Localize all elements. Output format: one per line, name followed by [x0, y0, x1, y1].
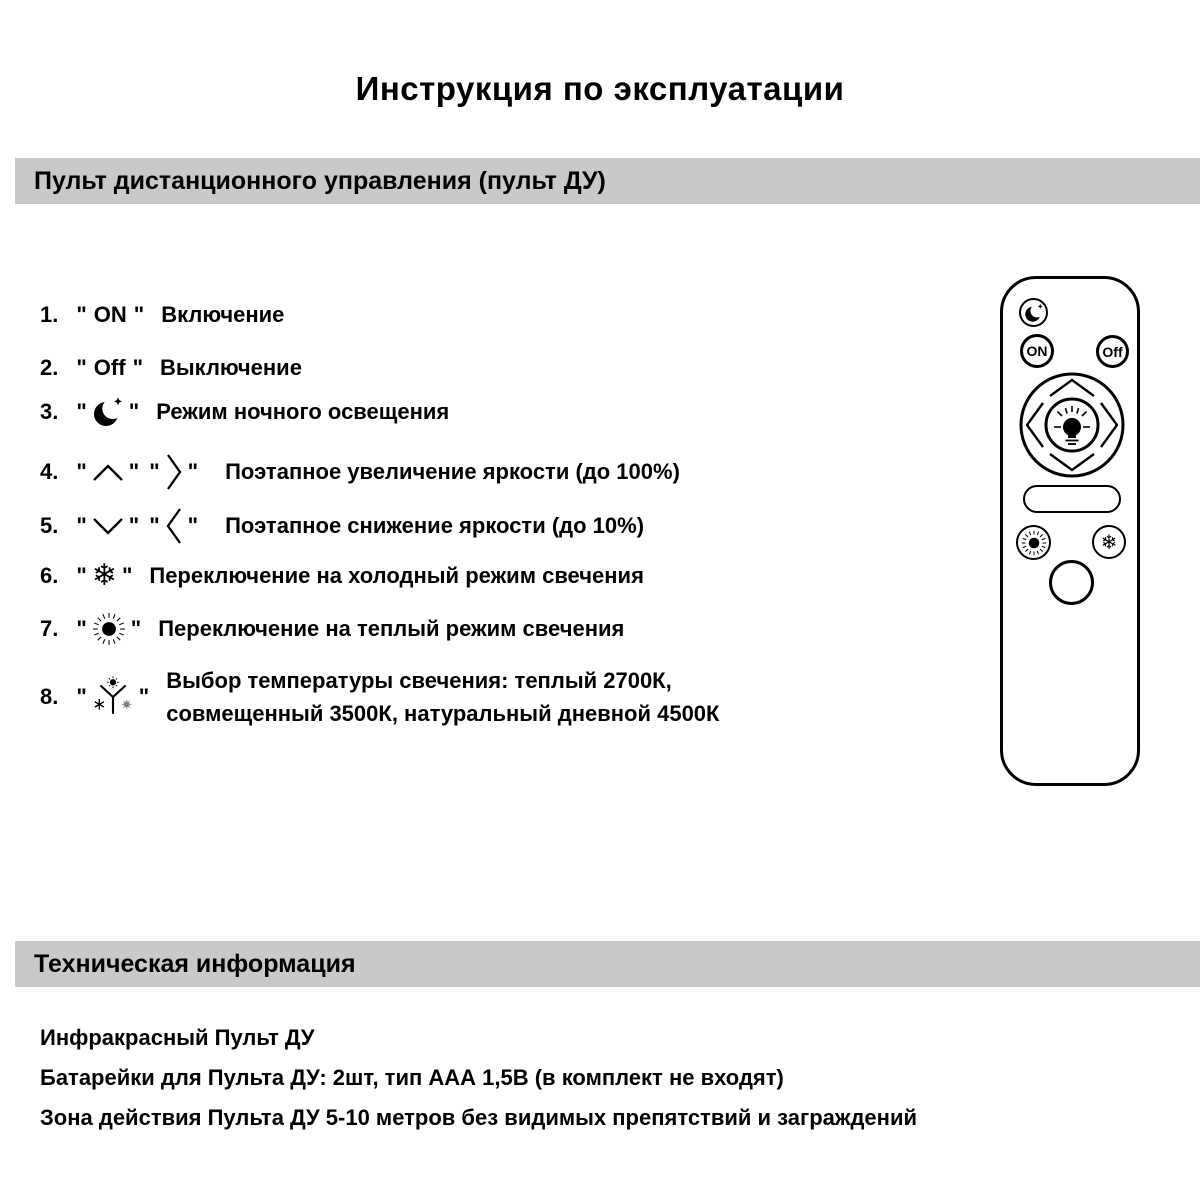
dpad-brightness-control: [1019, 372, 1125, 478]
off-button: [1096, 335, 1129, 368]
item-number: 7.: [40, 616, 59, 641]
item-label: Включение: [161, 302, 285, 327]
item-label: Поэтапное снижение яркости (до 10%): [225, 513, 645, 538]
item-label-line1: Выбор температуры свечения: теплый 2700К,: [166, 668, 672, 693]
warm-sun-icon: [1021, 530, 1047, 556]
tech-info-line: Батарейки для Пульта ДУ: 2шт, тип ААА 1,5В (в комплект не входят): [40, 1065, 784, 1090]
list-item-cold-mode: [40, 560, 644, 592]
quote-mark: ": [187, 459, 199, 484]
item-label: [166, 664, 719, 730]
angle-left-icon: [165, 506, 183, 546]
item-label: Переключение на холодный режим свечения: [149, 563, 644, 588]
list-item-brightness-up: [40, 452, 680, 492]
item-number: 1.: [40, 302, 59, 327]
chevron-up-icon: [92, 463, 124, 482]
quote-mark: ": [76, 399, 87, 424]
list-item-night-mode: [40, 396, 449, 428]
section-header-tech: [15, 941, 1200, 987]
moon-night-icon: [1024, 303, 1044, 323]
list-item-on: [40, 299, 284, 331]
item-label: Режим ночного освещения: [156, 399, 450, 424]
item-label: Поэтапное увеличение яркости (до 100%): [225, 459, 680, 484]
quote-mark: ": [76, 684, 87, 709]
tech-info-line: Инфракрасный Пульт ДУ: [40, 1025, 315, 1050]
section-header-remote-label: Пульт дистанционного управления (пульт ДУ): [34, 166, 606, 195]
list-item-off: [40, 352, 302, 384]
list-item-warm-mode: [40, 612, 624, 646]
quote-mark: ": [76, 302, 87, 327]
item-label: Переключение на теплый режим свечения: [158, 616, 625, 641]
warm-sun-icon: [92, 612, 126, 646]
quote-mark: ": [187, 513, 199, 538]
item-number: 4.: [40, 459, 59, 484]
page-title: Инструкция по эксплуатации: [355, 70, 845, 107]
warm-mode-button: [1016, 525, 1051, 560]
quote-mark: ": [128, 513, 140, 538]
pill-button: [1023, 485, 1121, 513]
off-button-label: Off: [1102, 343, 1123, 360]
quote-mark: ": [76, 459, 87, 484]
quote-mark: ": [149, 513, 160, 538]
quote-mark: ": [76, 616, 87, 641]
on-button: [1020, 334, 1054, 368]
section-header-tech-label: Техническая информация: [34, 949, 356, 978]
temperature-select-icon: [92, 676, 134, 718]
chevron-down-icon: [92, 517, 124, 536]
quote-mark: ": [149, 459, 160, 484]
snowflake-icon: ❄: [1100, 530, 1118, 554]
item-label: Выключение: [160, 355, 302, 380]
quote-mark: ": [76, 563, 87, 588]
dpad-up-chevron-icon: [1050, 380, 1094, 396]
list-item-temperature-select: [40, 664, 719, 730]
angle-right-icon: [165, 452, 183, 492]
round-blank-button: [1049, 560, 1094, 605]
cold-mode-button: [1092, 525, 1126, 559]
item-number: 6.: [40, 563, 59, 588]
dpad-left-chevron-icon: [1027, 403, 1043, 447]
quote-mark: ": [128, 459, 140, 484]
item-label-line2: совмещенный 3500К, натуральный дневной 4500К: [166, 701, 720, 726]
item-number: 2.: [40, 355, 59, 380]
tech-info-line: Зона действия Пульта ДУ 5-10 метров без видимых препятствий и заграждений: [40, 1105, 918, 1130]
off-key-label: Off: [93, 355, 126, 380]
quote-mark: ": [132, 355, 143, 380]
dpad-right-chevron-icon: [1101, 403, 1117, 447]
on-key-label: ON: [93, 302, 127, 327]
item-number: 3.: [40, 399, 59, 424]
quote-mark: ": [133, 302, 145, 327]
dpad-down-chevron-icon: [1050, 454, 1094, 470]
section-header-remote: [15, 158, 1200, 204]
remote-control-illustration: [1000, 276, 1140, 786]
on-button-label: ON: [1026, 343, 1048, 359]
quote-mark: ": [130, 616, 142, 641]
list-item-brightness-down: [40, 506, 644, 546]
quote-mark: ": [138, 684, 150, 709]
quote-mark: ": [128, 399, 140, 424]
night-mode-button: [1019, 298, 1048, 327]
snowflake-icon: ❄: [91, 558, 117, 593]
item-number: 5.: [40, 513, 59, 538]
quote-mark: ": [76, 355, 87, 380]
item-number: 8.: [40, 684, 59, 709]
quote-mark: ": [76, 513, 87, 538]
quote-mark: ": [121, 563, 133, 588]
moon-night-icon: [92, 396, 124, 428]
